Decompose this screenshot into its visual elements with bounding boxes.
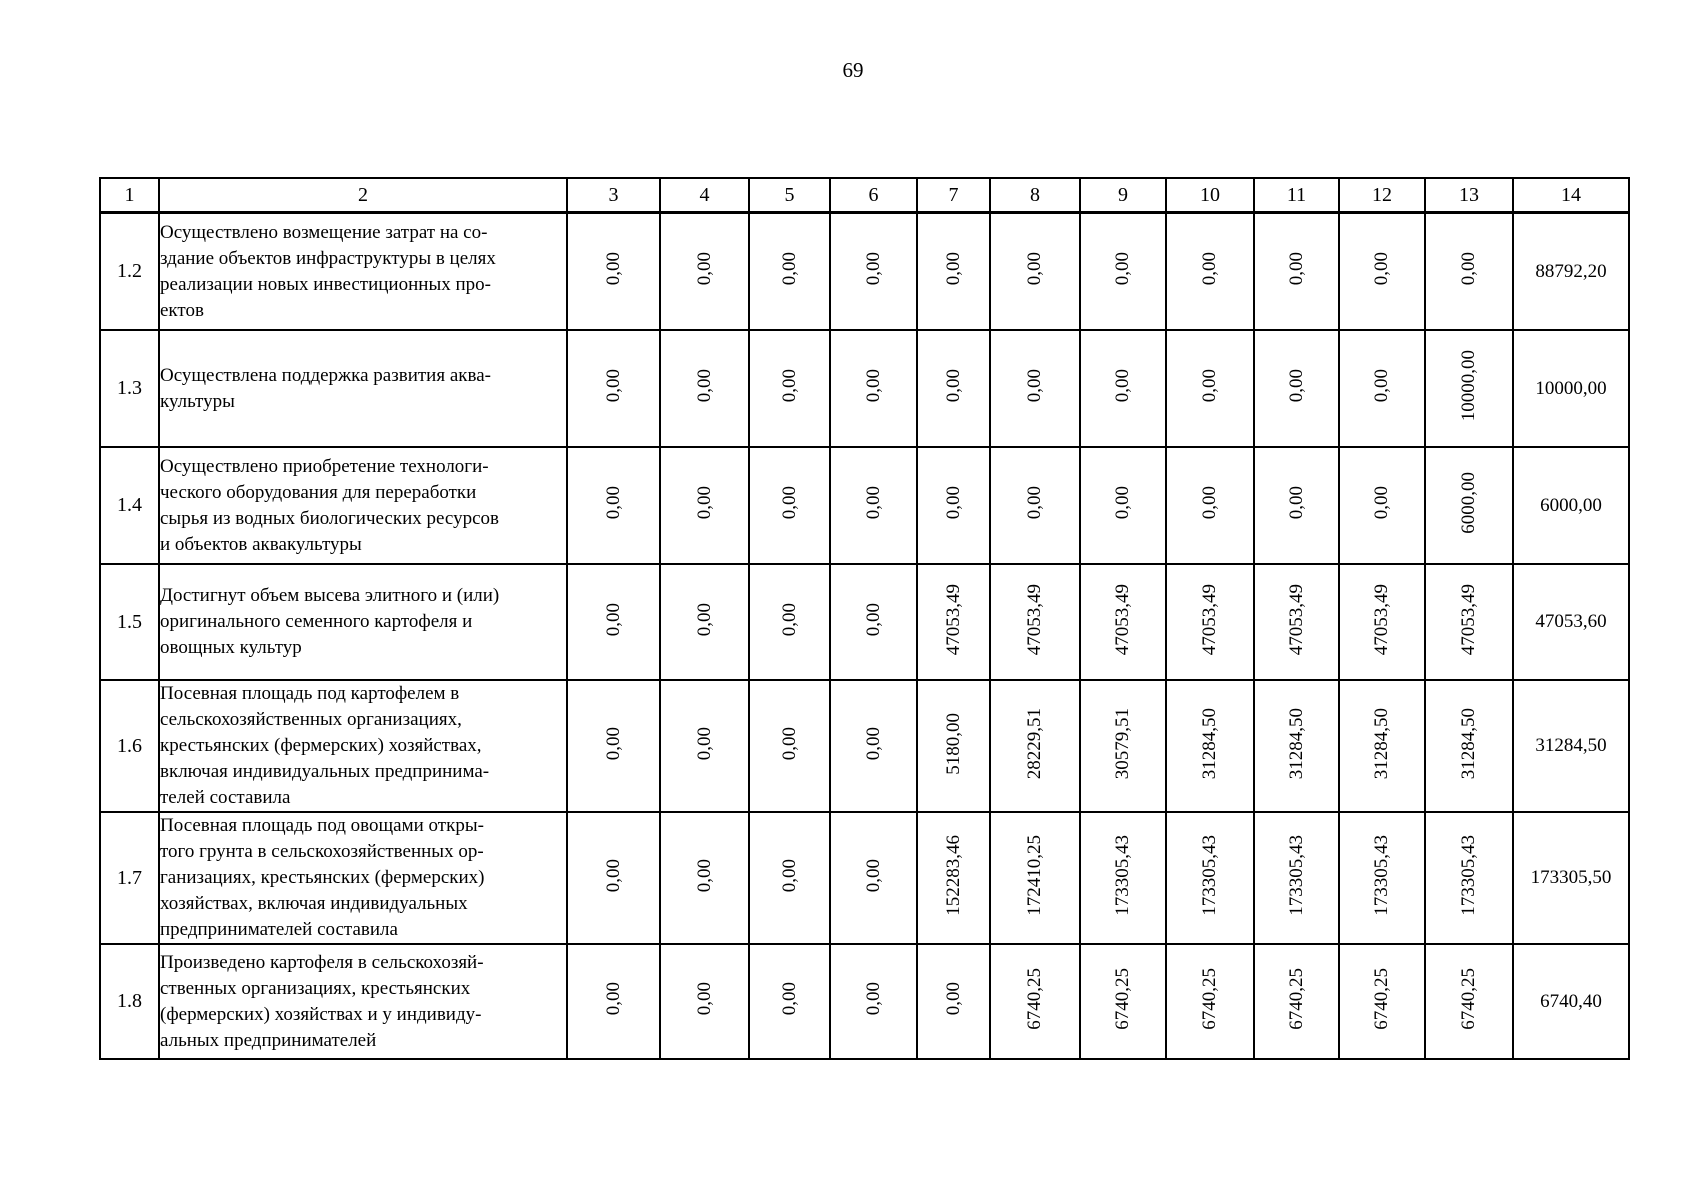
value-cell: [1425, 447, 1513, 564]
value-text: 31284,50: [1199, 707, 1220, 780]
value-text: 0,00: [1458, 252, 1479, 286]
value-text: 0,00: [778, 486, 800, 520]
value-text: 0,00: [1371, 369, 1392, 403]
value-text: 173305,43: [1112, 835, 1133, 916]
value-cell: [749, 812, 830, 944]
column-header: 6: [830, 178, 917, 213]
value-cell: [660, 213, 749, 331]
value-text: 0,00: [778, 252, 800, 286]
value-text: 0,00: [602, 369, 624, 403]
row-description: Осуществлена поддержка развития аква- культуры: [159, 330, 567, 447]
value-text: 0,00: [693, 982, 715, 1016]
value-cell: [567, 213, 660, 331]
value-text: 0,00: [1112, 252, 1133, 286]
data-table: [99, 177, 1630, 1060]
value-cell: [990, 564, 1080, 680]
value-cell: [1166, 944, 1254, 1059]
value-cell: [749, 213, 830, 331]
value-cell: [567, 812, 660, 944]
value-cell: [1166, 330, 1254, 447]
total-cell: 31284,50: [1513, 680, 1629, 812]
table-row: [100, 680, 1629, 812]
value-cell: [830, 812, 917, 944]
value-cell: [1080, 213, 1166, 331]
value-text: 47053,49: [1371, 583, 1392, 656]
value-cell: [749, 564, 830, 680]
column-header: 1: [100, 178, 159, 213]
row-description: Осуществлено приобретение технологи- ческого оборудования для переработки сырья из водных биологических ресурсов и объектов аквакультуры: [159, 447, 567, 564]
value-text: 0,00: [1371, 252, 1392, 286]
column-header: 7: [917, 178, 990, 213]
total-cell: 47053,60: [1513, 564, 1629, 680]
value-cell: [660, 564, 749, 680]
total-cell: 6000,00: [1513, 447, 1629, 564]
value-cell: [1425, 812, 1513, 944]
column-header: 12: [1339, 178, 1425, 213]
value-text: 0,00: [942, 369, 964, 403]
value-cell: [917, 812, 990, 944]
value-text: 0,00: [778, 858, 800, 893]
table-row: [100, 944, 1629, 1059]
value-cell: [830, 447, 917, 564]
table-header-row: [100, 178, 1629, 213]
value-cell: [567, 680, 660, 812]
value-cell: [1080, 812, 1166, 944]
value-cell: [917, 564, 990, 680]
value-cell: [567, 564, 660, 680]
column-header: 14: [1513, 178, 1629, 213]
value-cell: [1166, 812, 1254, 944]
value-text: 0,00: [778, 369, 800, 403]
value-cell: [1339, 944, 1425, 1059]
value-cell: [1425, 213, 1513, 331]
value-cell: [830, 330, 917, 447]
value-text: 0,00: [1199, 252, 1220, 286]
column-header: 5: [749, 178, 830, 213]
value-cell: [1080, 447, 1166, 564]
value-text: 173305,43: [1458, 835, 1479, 916]
row-description: Осуществлено возмещение затрат на со- здание объектов инфраструктуры в целях реализации новых инвестиционных про- ектов: [159, 213, 567, 331]
value-text: 47053,49: [1024, 583, 1045, 656]
value-text: 0,00: [602, 486, 624, 520]
value-text: 0,00: [602, 982, 624, 1016]
value-text: 172410,25: [1024, 835, 1045, 916]
value-cell: [567, 330, 660, 447]
value-cell: [990, 447, 1080, 564]
value-text: 0,00: [862, 486, 884, 520]
column-header: 13: [1425, 178, 1513, 213]
value-cell: [1339, 812, 1425, 944]
total-cell: 10000,00: [1513, 330, 1629, 447]
value-text: 0,00: [602, 858, 624, 893]
value-text: 0,00: [693, 252, 715, 286]
value-cell: [1254, 564, 1339, 680]
value-text: 0,00: [1285, 486, 1307, 520]
value-text: 28229,51: [1024, 707, 1045, 780]
row-description: Посевная площадь под овощами откры- того грунта в сельскохозяйственных ор- ганизациях, крестьянских (фермерских) хозяйствах, включая индивидуальных предпринимателей составила: [159, 812, 567, 944]
row-description: Произведено картофеля в сельскохозяй- ственных организациях, крестьянских (фермерских) хозяйствах и у индивиду- альных предпринимателей: [159, 944, 567, 1059]
value-cell: [1425, 680, 1513, 812]
value-cell: [660, 944, 749, 1059]
value-cell: [1166, 447, 1254, 564]
value-cell: [990, 213, 1080, 331]
page-number: 69: [842, 58, 864, 82]
value-text: 0,00: [942, 982, 964, 1016]
value-cell: [1254, 812, 1339, 944]
value-cell: [1339, 680, 1425, 812]
value-text: 173305,43: [1199, 835, 1220, 916]
value-text: 6740,25: [1199, 968, 1220, 1030]
value-text: 0,00: [862, 602, 884, 637]
value-text: 0,00: [862, 982, 884, 1016]
value-text: 0,00: [693, 726, 715, 761]
value-text: 0,00: [862, 369, 884, 403]
value-text: 6000,00: [1458, 472, 1479, 534]
row-number: 1.4: [100, 447, 159, 564]
column-header: 3: [567, 178, 660, 213]
value-cell: [1254, 944, 1339, 1059]
value-cell: [990, 330, 1080, 447]
value-text: 0,00: [693, 602, 715, 637]
table-row: [100, 447, 1629, 564]
value-cell: [749, 447, 830, 564]
value-text: 0,00: [1371, 486, 1392, 520]
value-cell: [1080, 330, 1166, 447]
row-number: 1.2: [100, 213, 159, 331]
value-cell: [660, 812, 749, 944]
column-header: 10: [1166, 178, 1254, 213]
value-cell: [1339, 447, 1425, 564]
value-text: 6740,25: [1024, 968, 1045, 1030]
value-cell: [1080, 564, 1166, 680]
table-row: [100, 330, 1629, 447]
column-header: 4: [660, 178, 749, 213]
value-text: 31284,50: [1458, 707, 1479, 780]
value-text: 0,00: [693, 486, 715, 520]
total-cell: 88792,20: [1513, 213, 1629, 331]
value-text: 6740,25: [1285, 968, 1307, 1030]
value-cell: [1080, 944, 1166, 1059]
column-header: 11: [1254, 178, 1339, 213]
value-cell: [917, 680, 990, 812]
value-text: 0,00: [942, 252, 964, 286]
value-text: 0,00: [1024, 486, 1045, 520]
value-cell: [660, 680, 749, 812]
value-cell: [567, 944, 660, 1059]
value-cell: [1254, 680, 1339, 812]
value-text: 0,00: [1024, 252, 1045, 286]
value-text: 0,00: [1112, 369, 1133, 403]
row-description: Посевная площадь под картофелем в сельскохозяйственных организациях, крестьянских (фермерских) хозяйствах, включая индивидуальных предпринима- телей составила: [159, 680, 567, 812]
value-text: 47053,49: [1285, 583, 1307, 656]
value-cell: [830, 680, 917, 812]
value-cell: [749, 330, 830, 447]
value-cell: [1339, 213, 1425, 331]
value-text: 6740,25: [1458, 968, 1479, 1030]
value-text: 0,00: [862, 252, 884, 286]
value-text: 6740,25: [1112, 968, 1133, 1030]
value-text: 0,00: [693, 369, 715, 403]
value-text: 0,00: [862, 858, 884, 893]
value-cell: [749, 944, 830, 1059]
value-text: 0,00: [1285, 369, 1307, 403]
value-cell: [1339, 564, 1425, 680]
value-cell: [990, 812, 1080, 944]
value-text: 47053,49: [1458, 583, 1479, 656]
value-cell: [830, 564, 917, 680]
value-cell: [749, 680, 830, 812]
value-text: 0,00: [778, 726, 800, 761]
row-number: 1.6: [100, 680, 159, 812]
row-number: 1.7: [100, 812, 159, 944]
value-text: 0,00: [1199, 369, 1220, 403]
value-text: 6740,25: [1371, 968, 1392, 1030]
value-text: 0,00: [1285, 252, 1307, 286]
value-cell: [1080, 680, 1166, 812]
value-cell: [1425, 330, 1513, 447]
value-cell: [660, 330, 749, 447]
value-cell: [830, 213, 917, 331]
value-cell: [660, 447, 749, 564]
value-cell: [567, 447, 660, 564]
value-cell: [1425, 564, 1513, 680]
value-text: 0,00: [693, 858, 715, 893]
value-text: 47053,49: [942, 583, 964, 656]
row-number: 1.8: [100, 944, 159, 1059]
value-cell: [1254, 213, 1339, 331]
column-header: 8: [990, 178, 1080, 213]
value-text: 152283,46: [942, 835, 964, 916]
table-row: [100, 213, 1629, 331]
value-text: 0,00: [778, 982, 800, 1016]
total-cell: 173305,50: [1513, 812, 1629, 944]
value-cell: [1166, 564, 1254, 680]
value-text: 47053,49: [1112, 583, 1133, 656]
value-cell: [1254, 447, 1339, 564]
value-cell: [1254, 330, 1339, 447]
value-cell: [1425, 944, 1513, 1059]
value-text: 0,00: [602, 602, 624, 637]
total-cell: 6740,40: [1513, 944, 1629, 1059]
value-cell: [917, 944, 990, 1059]
value-text: 0,00: [862, 726, 884, 761]
row-number: 1.3: [100, 330, 159, 447]
value-cell: [917, 330, 990, 447]
value-text: 0,00: [1199, 486, 1220, 520]
value-text: 47053,49: [1199, 583, 1220, 656]
value-text: 31284,50: [1285, 707, 1307, 780]
value-text: 5180,00: [942, 712, 964, 775]
value-text: 0,00: [602, 252, 624, 286]
value-cell: [1339, 330, 1425, 447]
value-cell: [917, 447, 990, 564]
value-text: 0,00: [1112, 486, 1133, 520]
value-cell: [1166, 213, 1254, 331]
row-number: 1.5: [100, 564, 159, 680]
table-row: [100, 564, 1629, 680]
value-text: 0,00: [1024, 369, 1045, 403]
value-text: 31284,50: [1371, 707, 1392, 780]
value-text: 0,00: [942, 486, 964, 520]
column-header: 9: [1080, 178, 1166, 213]
value-cell: [830, 944, 917, 1059]
value-cell: [917, 213, 990, 331]
row-description: Достигнут объем высева элитного и (или) оригинального семенного картофеля и овощных культур: [159, 564, 567, 680]
value-cell: [990, 680, 1080, 812]
value-text: 0,00: [778, 602, 800, 637]
value-text: 173305,43: [1371, 835, 1392, 916]
value-text: 30579,51: [1112, 707, 1133, 780]
column-header: 2: [159, 178, 567, 213]
table-row: [100, 812, 1629, 944]
value-cell: [990, 944, 1080, 1059]
value-cell: [1166, 680, 1254, 812]
value-text: 173305,43: [1285, 835, 1307, 916]
value-text: 10000,00: [1458, 350, 1479, 422]
value-text: 0,00: [602, 726, 624, 761]
